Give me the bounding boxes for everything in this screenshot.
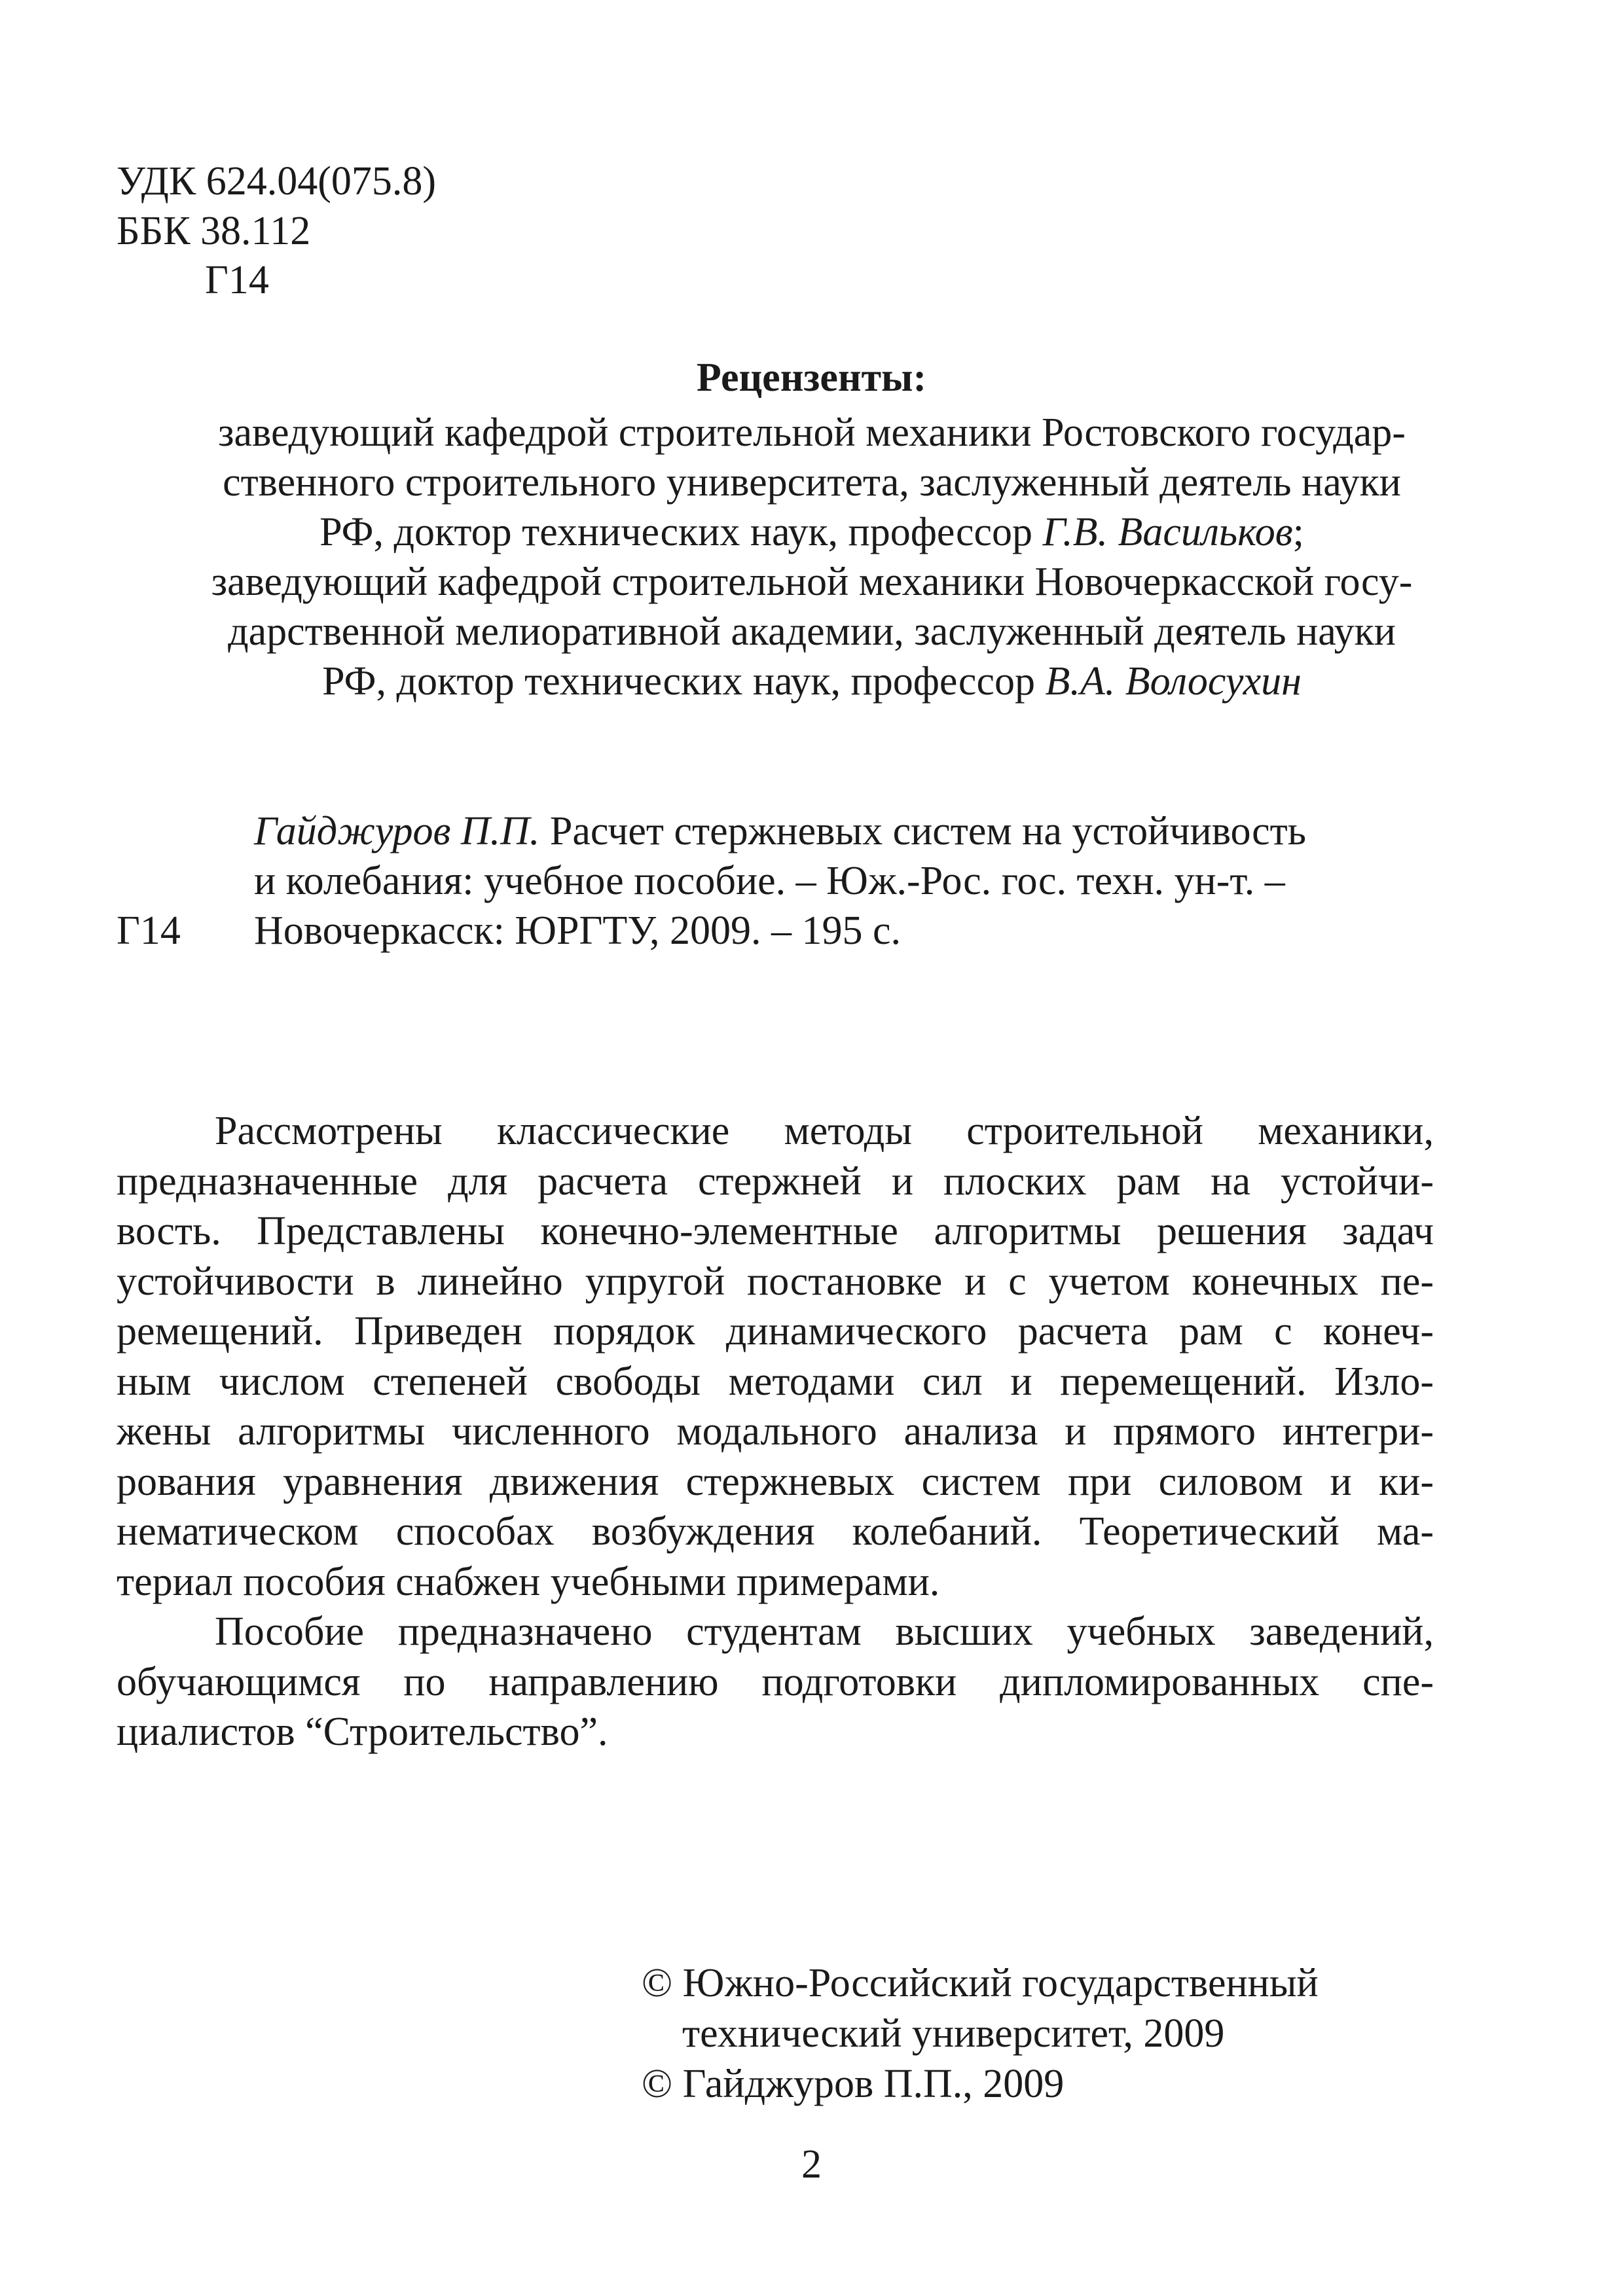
reviewer-2-line-2: дарственной мелиоративной академии, заслуженный деятель науки <box>228 609 1396 654</box>
author-mark: Г14 <box>205 258 269 303</box>
annotation-line: обучающимся по направлению подготовки дипломированных спе- <box>117 1659 1434 1704</box>
reviewer-2-name: В.А. Волосухин <box>1045 659 1302 704</box>
reviewer-1-line-3 <box>118 507 1506 557</box>
annotation-line: устойчивости в линейно упругой постановке и с учетом конечных пе- <box>117 1259 1434 1304</box>
classification-block <box>117 157 436 306</box>
annotation-line: нематическом способах возбуждения колебаний. Теоретический ма- <box>117 1509 1434 1554</box>
annotation-line: Пособие предназначено студентам высших учебных заведений, <box>215 1609 1434 1654</box>
reviewer-1-separator: ; <box>1292 510 1304 554</box>
annotation-line: вость. Представлены конечно-элементные алгоритмы решения задач <box>117 1209 1434 1253</box>
reviewers-heading: Рецензенты: <box>696 355 927 400</box>
annotation-line: предназначенные для расчета стержней и плоских рам на устойчи- <box>117 1158 1434 1204</box>
reviewer-1-line-1: заведующий кафедрой строительной механики Ростовского государ- <box>218 410 1406 455</box>
biblio-code: Г14 <box>117 908 181 953</box>
reviewers-block <box>118 408 1506 706</box>
annotation-line: териал пособия снабжен учебными примерами. <box>117 1559 940 1604</box>
annotation-line: ным числом степеней свободы методами сил и перемещений. Изло- <box>117 1359 1434 1404</box>
copyright-block <box>642 1958 1493 2109</box>
reviewer-1-line-2: ственного строительного университета, заслуженный деятель науки <box>223 460 1401 505</box>
annotation-text <box>117 1106 1434 1757</box>
copyright-university: © Южно-Российский государственный <box>642 1961 1319 2005</box>
reviewer-2-line-3 <box>118 656 1506 706</box>
reviewer-2-line-1: заведующий кафедрой строительной механики Новочеркасской госу- <box>211 560 1413 604</box>
bibliographic-record <box>117 807 1518 956</box>
bbk-code: ББК 38.112 <box>117 208 311 253</box>
reviewer-2-credentials: РФ, доктор технических наук, профессор <box>322 659 1046 704</box>
biblio-author: Гайджуров П.П. <box>254 809 540 853</box>
annotation-line: ремещений. Приведен порядок динамического расчета рам с конеч- <box>117 1309 1434 1354</box>
annotation-line: циалистов “Строительство”. <box>117 1710 608 1754</box>
biblio-line-2: и колебания: учебное пособие. – Юж.-Рос. гос. техн. ун-т. – <box>254 859 1285 903</box>
udk-code: УДК 624.04(075.8) <box>117 159 437 204</box>
biblio-line-3: Г14 Новочеркасск: ЮРГТУ, 2009. – 195 с. <box>117 906 1518 956</box>
annotation-line: жены алгоритмы численного модального анализа и прямого интегри- <box>117 1409 1434 1454</box>
annotation-line: рования уравнения движения стержневых систем при силовом и ки- <box>117 1459 1434 1504</box>
biblio-title: Расчет стержневых систем на устойчивость <box>539 809 1306 853</box>
reviewer-1-name: Г.В. Васильков <box>1042 510 1293 554</box>
copyright-author: © Гайджуров П.П., 2009 <box>642 2062 1065 2106</box>
annotation-line: Рассмотрены классические методы строительной механики, <box>215 1109 1434 1153</box>
page-number: 2 <box>801 2142 822 2187</box>
biblio-line-1 <box>117 807 1518 857</box>
reviewer-1-credentials: РФ, доктор технических наук, профессор <box>319 510 1043 554</box>
copyright-university-cont: технический университет, 2009 <box>682 2011 1225 2056</box>
